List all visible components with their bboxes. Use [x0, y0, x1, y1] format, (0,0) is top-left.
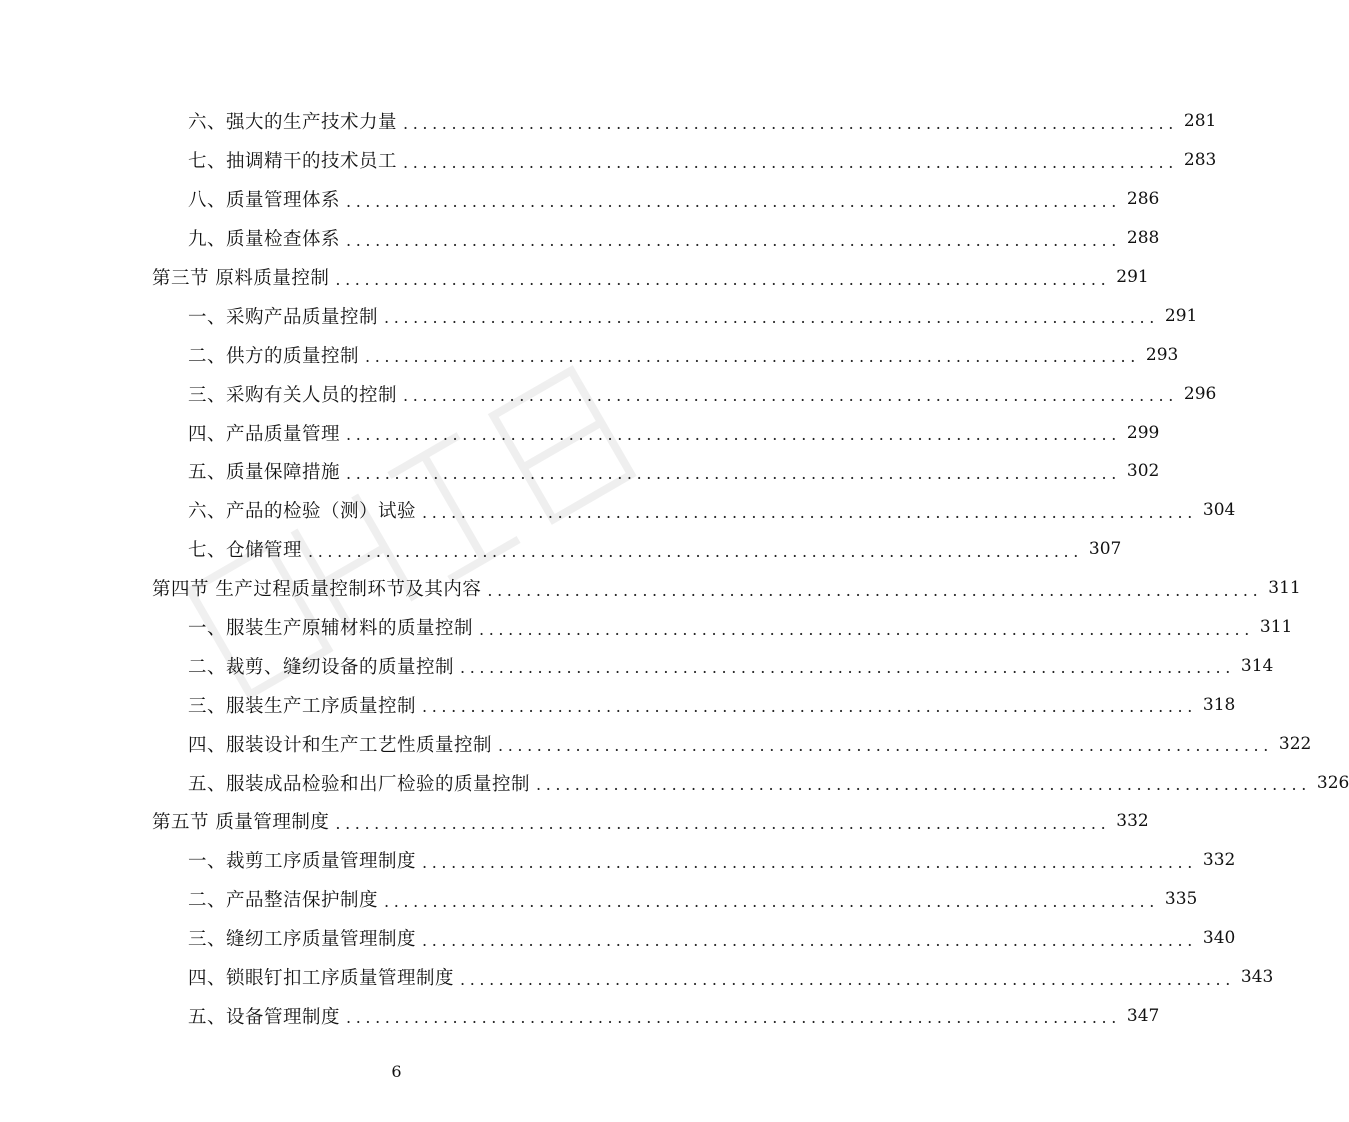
toc-section-entry[interactable] [0, 802, 1149, 841]
toc-dot-leader: ................................................................................ [308, 541, 1083, 561]
toc-entry-title: 一、采购产品质量控制 [188, 306, 379, 328]
toc-entry-page: 347 [1126, 1005, 1160, 1026]
toc-subsection-entry[interactable] [0, 452, 1160, 491]
toc-entry-title: 五、设备管理制度 [188, 1006, 341, 1028]
toc-entry-page: 335 [1164, 889, 1198, 910]
toc-entry-title: 一、服装生产原辅材料的质量控制 [188, 618, 474, 640]
toc-dot-leader: ................................................................................ [346, 1008, 1121, 1028]
toc-subsection-entry[interactable] [0, 296, 1198, 335]
toc-dot-leader: ................................................................................ [346, 230, 1121, 250]
toc-entry-page: 281 [1183, 111, 1217, 132]
toc-entry-title: 七、抽调精干的技术员工 [188, 151, 398, 173]
toc-dot-leader: ................................................................................ [403, 386, 1178, 406]
toc-entry-page: 286 [1126, 189, 1160, 210]
toc-entry-title: 七、仓储管理 [188, 540, 303, 562]
toc-dot-leader: ................................................................................ [384, 891, 1159, 911]
toc-entry-title: 六、产品的检验（测）试验 [188, 501, 417, 523]
toc-subsection-entry[interactable] [0, 685, 1236, 724]
toc-subsection-entry[interactable] [0, 880, 1198, 919]
toc-entry-title: 第四节 生产过程质量控制环节及其内容 [152, 579, 482, 601]
toc-dot-leader: ................................................................................ [384, 308, 1159, 328]
toc-subsection-entry[interactable] [0, 335, 1179, 374]
toc-subsection-entry[interactable] [0, 958, 1274, 997]
toc-entry-page: 296 [1183, 383, 1217, 404]
page-number: 6 [391, 1062, 402, 1081]
toc-dot-leader: ................................................................................ [460, 658, 1235, 678]
toc-entry-title: 三、采购有关人员的控制 [188, 384, 398, 406]
toc-dot-leader: ................................................................................ [346, 191, 1121, 211]
toc-entry-title: 一、裁剪工序质量管理制度 [188, 851, 417, 873]
toc-subsection-entry[interactable] [0, 763, 1349, 802]
toc-entry-page: 332 [1116, 811, 1149, 832]
toc-entry-page: 332 [1202, 850, 1236, 871]
toc-entry-page: 314 [1240, 655, 1274, 676]
toc-entry-page: 302 [1126, 461, 1160, 482]
toc-entry-title: 四、锁眼钉扣工序质量管理制度 [188, 968, 455, 990]
toc-dot-leader: ................................................................................ [335, 269, 1111, 289]
toc-subsection-entry[interactable] [0, 374, 1217, 413]
table-of-contents [0, 102, 1349, 1035]
toc-entry-page: 291 [1164, 305, 1198, 326]
toc-dot-leader: ................................................................................ [422, 697, 1197, 717]
toc-entry-title: 三、服装生产工序质量控制 [188, 695, 417, 717]
toc-dot-leader: ................................................................................ [403, 113, 1178, 133]
toc-entry-page: 318 [1202, 694, 1236, 715]
toc-entry-page: 304 [1202, 500, 1236, 521]
toc-entry-title: 第三节 原料质量控制 [152, 268, 330, 289]
toc-dot-leader: ................................................................................ [422, 502, 1197, 522]
toc-dot-leader: ................................................................................ [422, 930, 1197, 950]
toc-subsection-entry[interactable] [0, 841, 1236, 880]
toc-entry-page: 311 [1268, 578, 1301, 599]
toc-subsection-entry[interactable] [0, 919, 1236, 958]
toc-subsection-entry[interactable] [0, 141, 1217, 180]
toc-section-entry[interactable] [0, 258, 1149, 297]
toc-entry-title: 二、供方的质量控制 [188, 345, 360, 367]
toc-subsection-entry[interactable] [0, 180, 1160, 219]
toc-entry-title: 三、缝纫工序质量管理制度 [188, 929, 417, 951]
toc-subsection-entry[interactable] [0, 219, 1160, 258]
toc-entry-page: 326 [1316, 772, 1349, 793]
toc-entry-page: 291 [1116, 267, 1149, 287]
toc-dot-leader: ................................................................................ [498, 736, 1273, 756]
toc-entry-title: 二、裁剪、缝纫设备的质量控制 [188, 656, 455, 678]
toc-dot-leader: ................................................................................ [346, 463, 1121, 483]
toc-entry-title: 五、服装成品检验和出厂检验的质量控制 [188, 773, 531, 795]
toc-entry-title: 二、产品整洁保护制度 [188, 890, 379, 912]
toc-dot-leader: ................................................................................ [403, 152, 1178, 172]
toc-subsection-entry[interactable] [0, 413, 1160, 452]
toc-subsection-entry[interactable] [0, 724, 1312, 763]
toc-entry-title: 第五节 质量管理制度 [152, 812, 330, 834]
toc-entry-title: 六、强大的生产技术力量 [188, 112, 398, 134]
toc-subsection-entry[interactable] [0, 608, 1293, 647]
toc-entry-page: 299 [1126, 422, 1160, 443]
toc-dot-leader: ................................................................................ [365, 347, 1140, 367]
toc-dot-leader: ................................................................................ [460, 969, 1235, 989]
toc-dot-leader: ................................................................................ [487, 580, 1263, 600]
toc-dot-leader: ................................................................................ [346, 425, 1121, 445]
toc-entry-title: 四、服装设计和生产工艺性质量控制 [188, 734, 493, 756]
toc-entry-page: 322 [1278, 733, 1312, 754]
toc-entry-title: 八、质量管理体系 [188, 190, 341, 212]
toc-entry-page: 343 [1240, 967, 1274, 988]
toc-entry-title: 九、质量检查体系 [188, 229, 341, 251]
toc-dot-leader: ................................................................................ [335, 813, 1111, 833]
toc-entry-page: 283 [1183, 150, 1217, 171]
toc-entry-page: 293 [1145, 344, 1179, 365]
toc-subsection-entry[interactable] [0, 646, 1274, 685]
toc-dot-leader: ................................................................................ [422, 852, 1197, 872]
toc-entry-title: 四、产品质量管理 [188, 423, 341, 445]
toc-dot-leader: ................................................................................ [479, 619, 1254, 639]
toc-subsection-entry[interactable] [0, 491, 1236, 530]
toc-entry-page: 288 [1126, 228, 1160, 249]
toc-entry-page: 307 [1088, 539, 1122, 560]
toc-dot-leader: ................................................................................ [536, 775, 1311, 795]
toc-subsection-entry[interactable] [0, 996, 1160, 1035]
toc-entry-title: 五、质量保障措施 [188, 462, 341, 484]
toc-section-entry[interactable] [0, 569, 1301, 608]
toc-subsection-entry[interactable] [0, 530, 1122, 569]
toc-entry-page: 340 [1202, 928, 1236, 949]
toc-subsection-entry[interactable] [0, 102, 1217, 141]
toc-entry-page: 311 [1259, 617, 1293, 638]
